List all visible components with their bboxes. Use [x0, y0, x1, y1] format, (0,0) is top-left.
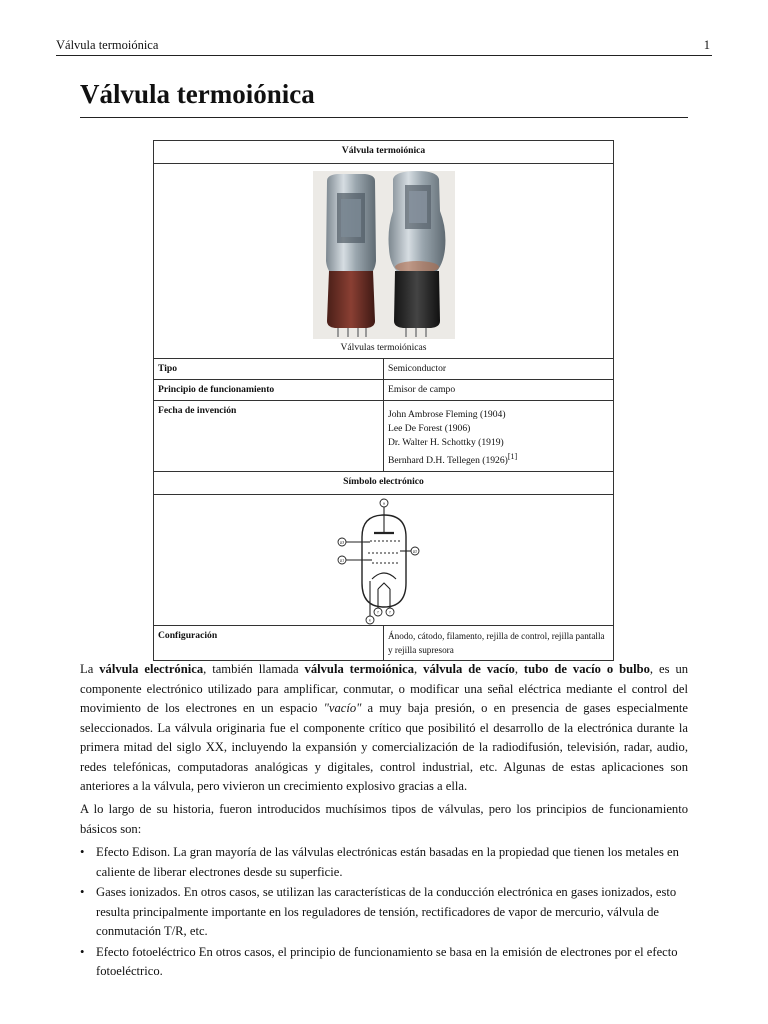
inventor-line: Dr. Walter H. Schottky (1919) — [388, 437, 504, 448]
invention-list — [384, 401, 614, 472]
symbol-header: Símbolo electrónico — [154, 472, 614, 495]
infobox-row — [154, 380, 614, 401]
row-value: Semiconductor — [384, 359, 614, 380]
reference-link[interactable]: [1] — [507, 452, 518, 461]
pin-label-g3: g3 — [339, 540, 344, 545]
term-bold: válvula termoiónica — [304, 662, 415, 676]
list-item: • Efecto fotoeléctrico En otros casos, el principio de funcionamiento se basa en la emisión de electrones por el efecto fotoeléctrico. — [80, 943, 688, 982]
text-run: , es un componente electrónico utilizado para amplificar, conmutar, o modificar una señal eléctrica mediante el control del movimiento de los electrones en un espacio — [80, 662, 689, 715]
infobox-row — [154, 626, 614, 661]
page-number: 1 — [703, 38, 710, 52]
inventor-line: John Ambrose Fleming (1904) — [388, 409, 506, 420]
list-item: • Gases ionizados. En otros casos, se utilizan las características de la conducción electrónica en gases ionizados, esto resulta principalmente importante en los reguladores de tensión, rectificadores de vapor de mercurio, válvula de conmutación T/R, etc. — [80, 883, 688, 942]
infobox-row — [154, 359, 614, 380]
term-bold: tubo de vacío o bulbo — [523, 662, 650, 676]
running-header-title: Válvula termoiónica — [56, 38, 159, 52]
pin-label-g1: g1 — [339, 558, 344, 563]
text-run: , — [514, 662, 524, 676]
row-value: Ánodo, cátodo, filamento, rejilla de control, rejilla pantalla y rejilla supresora — [384, 626, 614, 661]
row-label: Principio de funcionamiento — [154, 380, 384, 401]
row-label: Configuración — [154, 626, 384, 661]
paragraph-intro — [80, 660, 688, 797]
inventor-line: Bernhard D.H. Tellegen (1926) — [388, 455, 508, 467]
running-header — [56, 38, 712, 56]
pentode-symbol-diagram — [334, 497, 434, 625]
text-run: La — [80, 662, 100, 676]
paragraph-principles — [80, 800, 688, 839]
vacuum-tubes-photo — [313, 171, 455, 339]
pin-label-anode: a — [382, 501, 385, 506]
article-title: Válvula termoiónica — [80, 77, 688, 118]
inventor-line: Lee De Forest (1906) — [388, 423, 471, 434]
pin-label-g2: g2 — [412, 549, 417, 554]
list-item: • Efecto Edison. La gran mayoría de las válvulas electrónicas están basadas en la propiedad que tienen los metales en caliente de liberar electrones desde su superficie. — [80, 843, 688, 882]
text-run: , también llamada — [203, 662, 305, 676]
paragraph-text: A lo largo de su historia, fueron introducidos muchísimos tipos de válvulas, pero los principios de funcionamiento básicos son: — [80, 802, 688, 836]
infobox-image-cell — [154, 164, 614, 359]
pin-label-filament-1: f — [376, 610, 379, 615]
infobox-row-invention — [154, 401, 614, 472]
image-caption: Válvulas termoiónicas — [340, 342, 427, 353]
infobox — [153, 140, 614, 661]
symbol-cell — [154, 495, 614, 626]
text-run: , — [414, 662, 424, 676]
principles-list — [80, 843, 688, 983]
term-bold: válvula electrónica — [99, 662, 204, 676]
term-bold: válvula de vacío — [423, 662, 515, 676]
infobox-title: Válvula termoiónica — [154, 141, 614, 164]
row-label: Fecha de invención — [154, 401, 384, 472]
pin-label-cathode: k — [368, 618, 371, 623]
row-value: Emisor de campo — [384, 380, 614, 401]
text-run: a muy baja presión, o en presencia de gases especialmente seleccionados. La válvula originaria fue el componente crítico que posibilitó el desarrollo de la electrónica durante la primera mitad del siglo XX, incluyendo la expansión y comercialización de la radiodifusión, televisión, radar, audio, redes telefónicas, computadoras analógicas y digitales, control industrial, etc. Algunas de estas aplicaciones son anteriores a la válvula, pero vivieron un crecimiento explosivo gracias a ella. — [80, 701, 688, 793]
row-label: Tipo — [154, 359, 384, 380]
term-italic: "vacío" — [323, 701, 362, 715]
pin-label-filament-2: f — [388, 610, 391, 615]
